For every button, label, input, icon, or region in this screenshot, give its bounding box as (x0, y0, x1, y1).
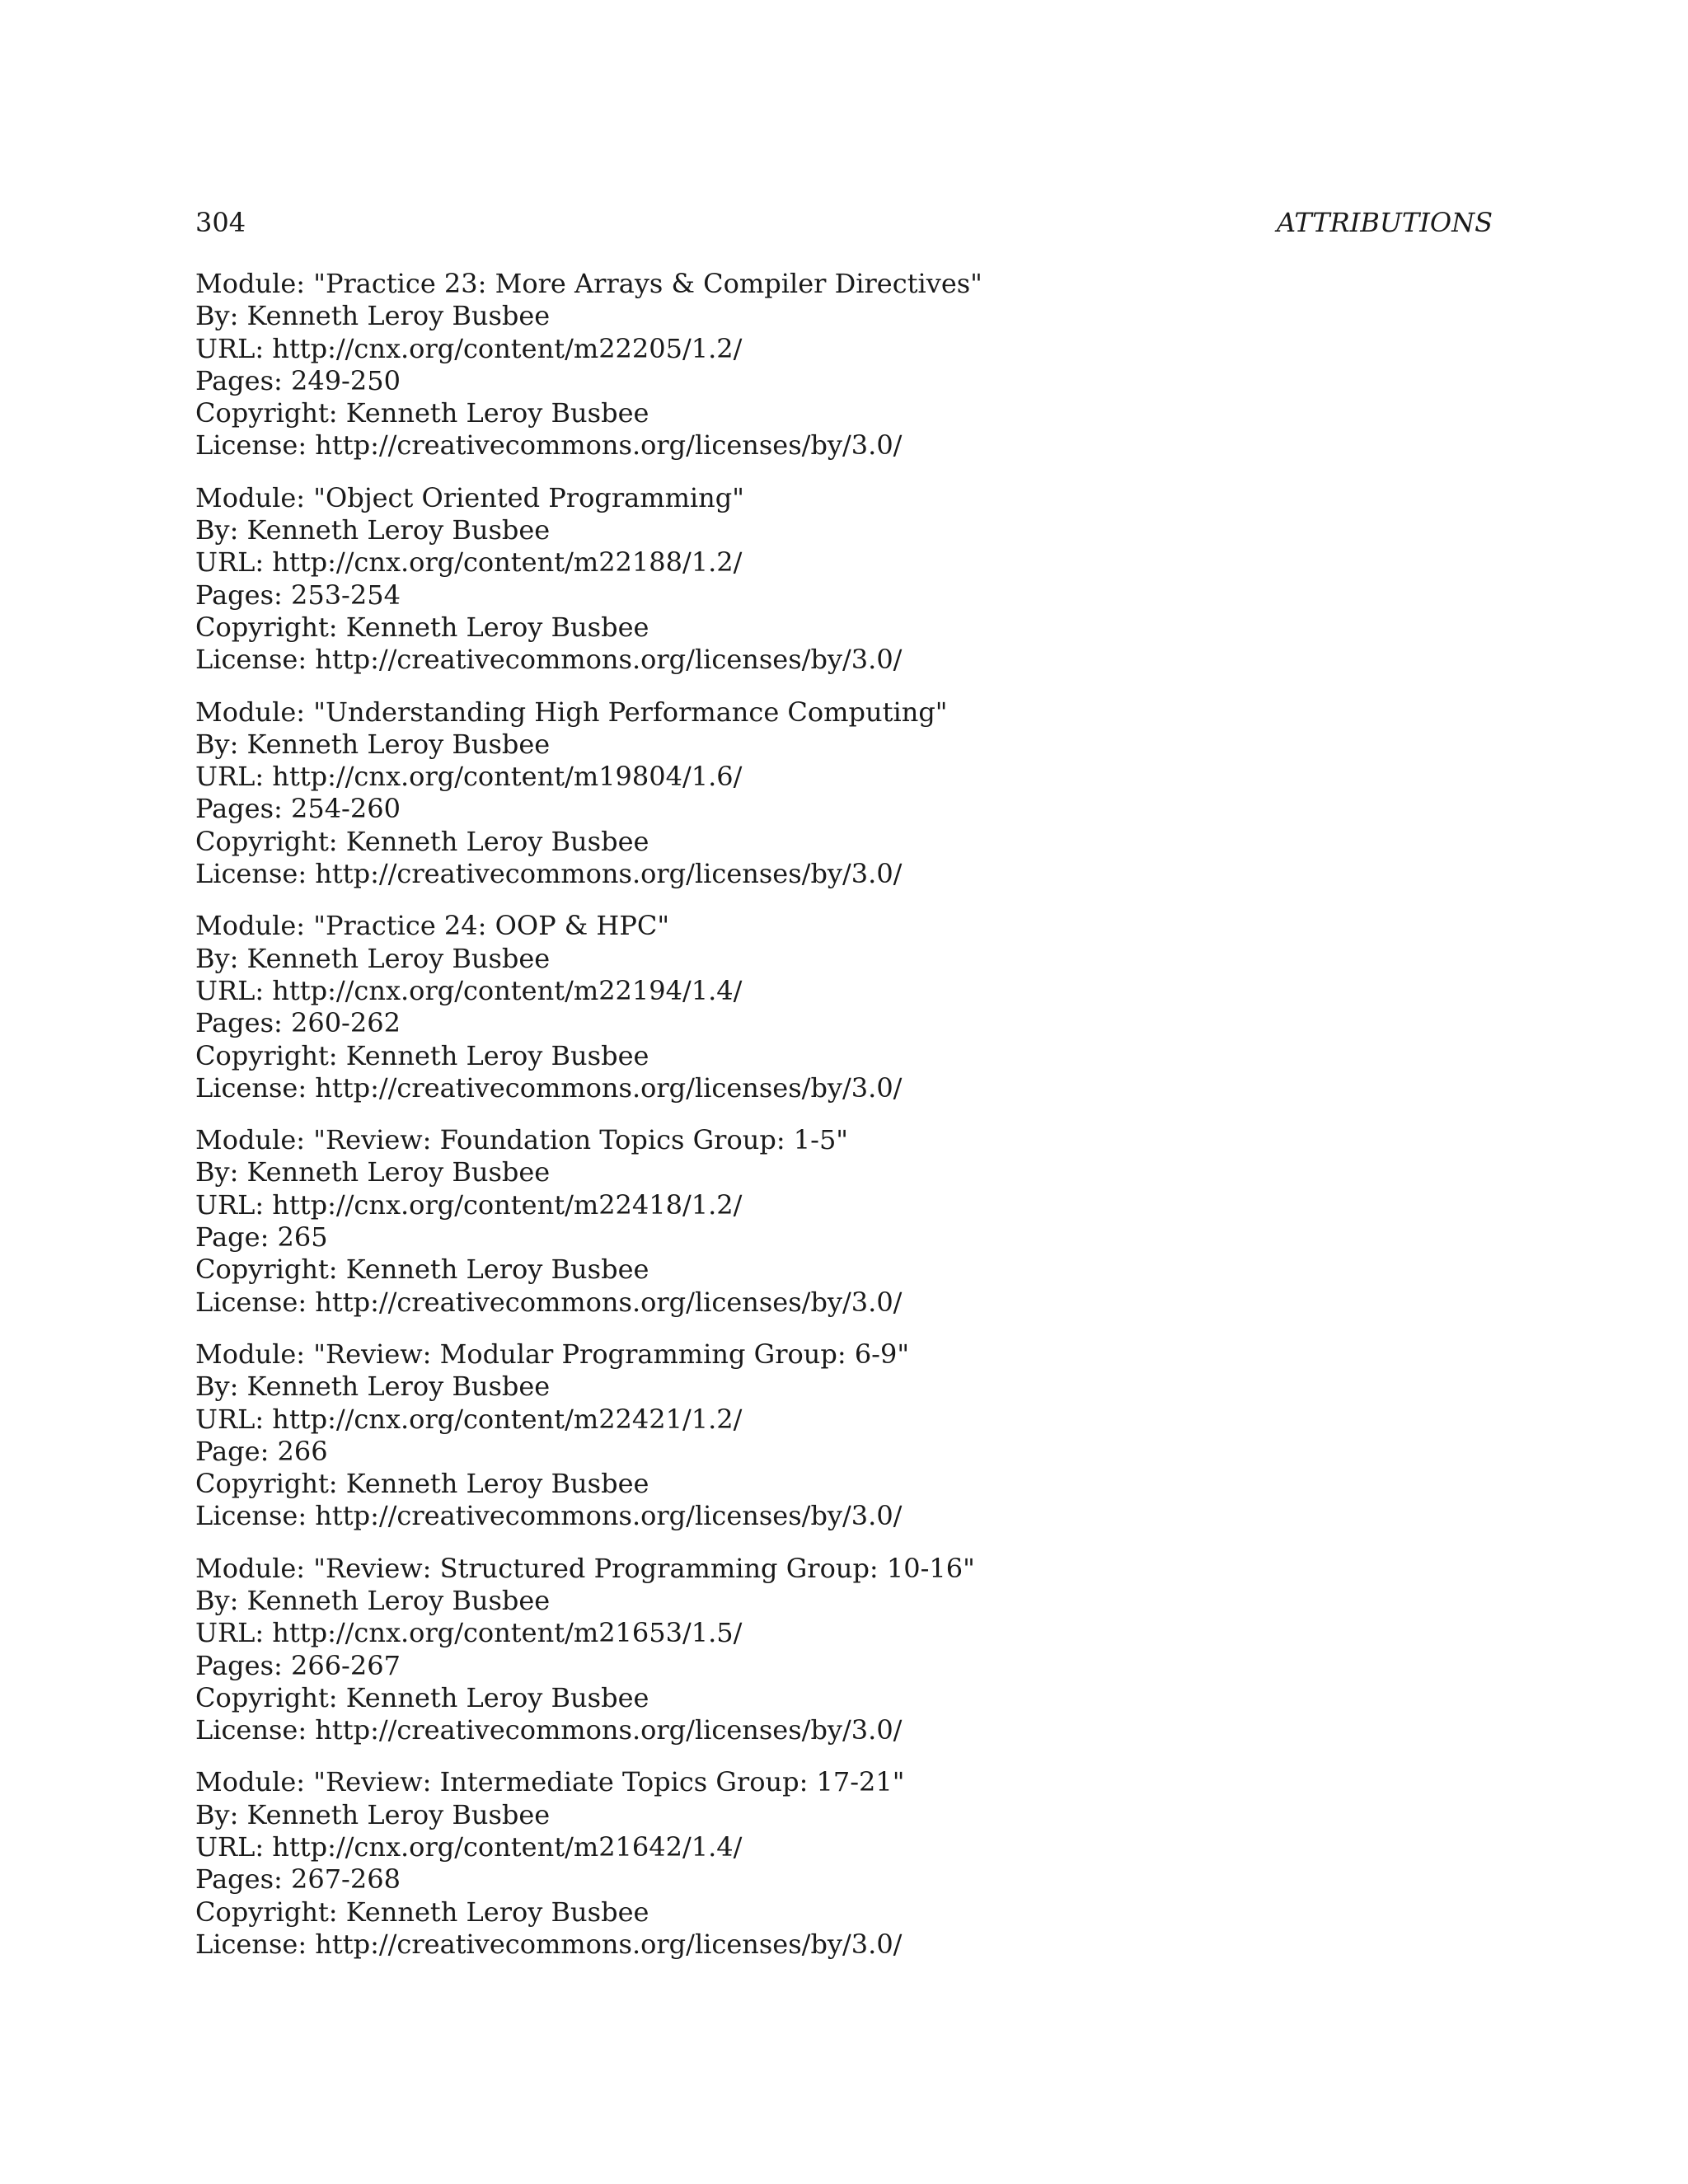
author-line: By: Kenneth Leroy Busbee (195, 514, 551, 546)
copyright-line: Copyright: Kenneth Leroy Busbee (195, 1681, 649, 1713)
url-line: URL: http://cnx.org/content/m22188/1.2/ (195, 546, 743, 579)
license-line: License: http://creativecommons.org/licenses/by/3.0/ (195, 1928, 903, 1960)
pages-line: Pages: 254-260 (195, 793, 401, 825)
attribution-entry (195, 1338, 1493, 1533)
pages-line: Page: 265 (195, 1221, 328, 1254)
attribution-entry (195, 696, 1493, 891)
copyright-line: Copyright: Kenneth Leroy Busbee (195, 1254, 649, 1286)
module-title: Module: "Review: Structured Programming Group: 10-16" (195, 1552, 975, 1584)
pages-line: Pages: 249-250 (195, 364, 401, 396)
copyright-line: Copyright: Kenneth Leroy Busbee (195, 1896, 649, 1928)
pages-line: Pages: 267-268 (195, 1863, 401, 1896)
license-line: License: http://creativecommons.org/licenses/by/3.0/ (195, 1714, 903, 1746)
license-line: License: http://creativecommons.org/licenses/by/3.0/ (195, 429, 903, 462)
copyright-line: Copyright: Kenneth Leroy Busbee (195, 397, 649, 429)
url-line: URL: http://cnx.org/content/m19804/1.6/ (195, 761, 743, 793)
pages-line: Pages: 260-262 (195, 1007, 401, 1039)
copyright-line: Copyright: Kenneth Leroy Busbee (195, 611, 649, 643)
module-title: Module: "Understanding High Performance Computing" (195, 696, 948, 728)
url-line: URL: http://cnx.org/content/m22421/1.2/ (195, 1403, 743, 1435)
page-number: 304 (195, 207, 246, 238)
attribution-entry (195, 1124, 1493, 1319)
license-line: License: http://creativecommons.org/licenses/by/3.0/ (195, 1500, 903, 1532)
pages-line: Page: 266 (195, 1435, 328, 1467)
module-title: Module: "Practice 24: OOP & HPC" (195, 910, 670, 942)
license-line: License: http://creativecommons.org/licenses/by/3.0/ (195, 1286, 903, 1318)
author-line: By: Kenneth Leroy Busbee (195, 300, 551, 332)
pages-line: Pages: 266-267 (195, 1649, 401, 1681)
module-title: Module: "Review: Foundation Topics Group: 1-5" (195, 1124, 849, 1156)
attribution-entry (195, 1553, 1493, 1747)
url-line: URL: http://cnx.org/content/m22194/1.4/ (195, 974, 743, 1006)
attribution-entry (195, 482, 1493, 677)
copyright-line: Copyright: Kenneth Leroy Busbee (195, 1468, 649, 1500)
author-line: By: Kenneth Leroy Busbee (195, 1584, 551, 1616)
running-header (195, 203, 1493, 242)
attribution-entry (195, 1766, 1493, 1961)
url-line: URL: http://cnx.org/content/m21642/1.4/ (195, 1831, 743, 1863)
running-title: ATTRIBUTIONS (1277, 207, 1493, 238)
author-line: By: Kenneth Leroy Busbee (195, 1798, 551, 1830)
license-line: License: http://creativecommons.org/licenses/by/3.0/ (195, 858, 903, 890)
module-title: Module: "Practice 23: More Arrays & Compiler Directives" (195, 268, 982, 299)
attribution-entry (195, 268, 1493, 462)
copyright-line: Copyright: Kenneth Leroy Busbee (195, 825, 649, 857)
pages-line: Pages: 253-254 (195, 579, 401, 611)
url-line: URL: http://cnx.org/content/m22205/1.2/ (195, 332, 743, 364)
url-line: URL: http://cnx.org/content/m22418/1.2/ (195, 1188, 743, 1221)
attribution-list (195, 268, 1493, 1980)
license-line: License: http://creativecommons.org/licenses/by/3.0/ (195, 644, 903, 676)
author-line: By: Kenneth Leroy Busbee (195, 942, 551, 974)
attribution-entry (195, 910, 1493, 1104)
author-line: By: Kenneth Leroy Busbee (195, 728, 551, 760)
module-title: Module: "Review: Intermediate Topics Group: 17-21" (195, 1766, 905, 1798)
author-line: By: Kenneth Leroy Busbee (195, 1156, 551, 1188)
author-line: By: Kenneth Leroy Busbee (195, 1371, 551, 1403)
module-title: Module: "Object Oriented Programming" (195, 481, 744, 513)
url-line: URL: http://cnx.org/content/m21653/1.5/ (195, 1617, 743, 1649)
license-line: License: http://creativecommons.org/licenses/by/3.0/ (195, 1071, 903, 1104)
module-title: Module: "Review: Modular Programming Group: 6-9" (195, 1338, 910, 1370)
copyright-line: Copyright: Kenneth Leroy Busbee (195, 1039, 649, 1071)
